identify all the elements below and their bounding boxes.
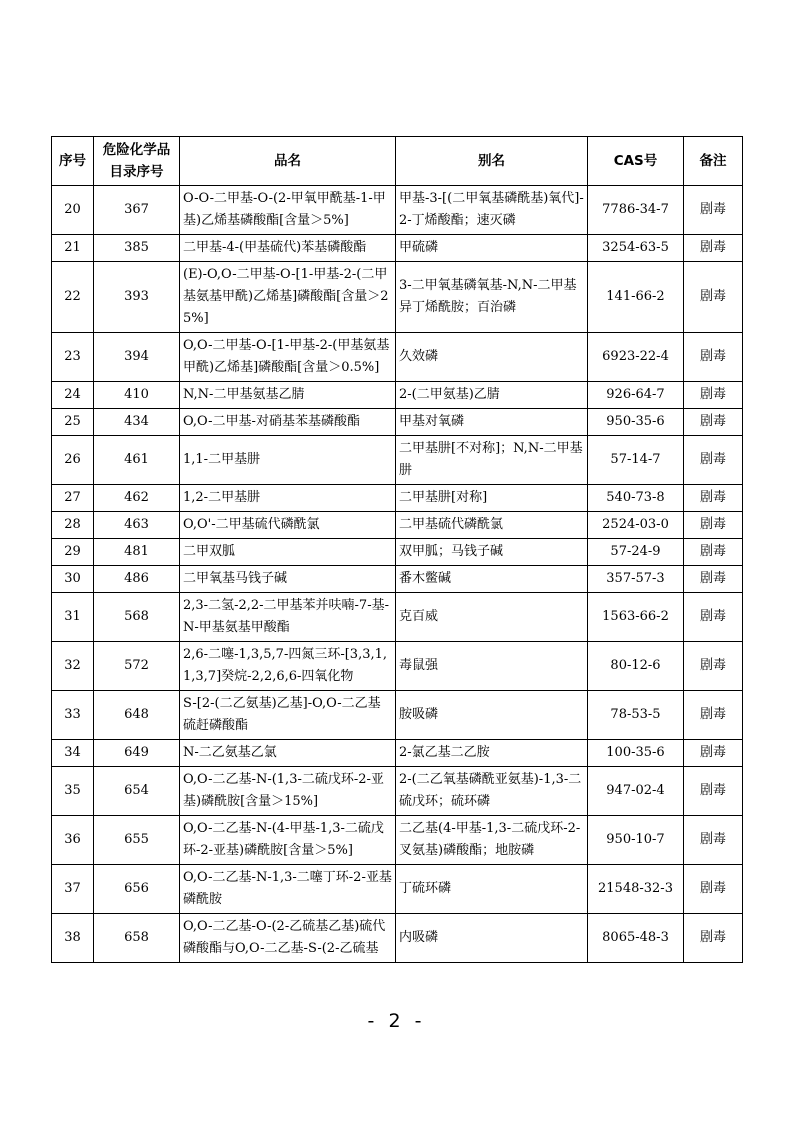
row-catalog-no: 393 bbox=[94, 262, 180, 333]
row-name: 1,2-二甲基肼 bbox=[180, 485, 396, 512]
table-row bbox=[52, 816, 743, 865]
row-cas: 357-57-3 bbox=[588, 566, 684, 593]
row-catalog-no: 568 bbox=[94, 593, 180, 642]
row-alias: 双甲胍；马钱子碱 bbox=[396, 539, 588, 566]
table-row bbox=[52, 642, 743, 691]
row-cas: 950-35-6 bbox=[588, 409, 684, 436]
header-catalog-line1: 危险化学品 bbox=[102, 142, 171, 158]
row-name: (E)-O,O-二甲基-O-[1-甲基-2-(二甲基氨基甲酰)乙烯基]磷酸酯[含量＞25%] bbox=[180, 262, 396, 333]
row-catalog-no: 463 bbox=[94, 512, 180, 539]
row-catalog-no: 461 bbox=[94, 436, 180, 485]
row-alias: 毒鼠强 bbox=[396, 642, 588, 691]
row-cas: 80-12-6 bbox=[588, 642, 684, 691]
row-alias: 甲硫磷 bbox=[396, 235, 588, 262]
row-note: 剧毒 bbox=[684, 816, 743, 865]
row-note: 剧毒 bbox=[684, 262, 743, 333]
row-catalog-no: 394 bbox=[94, 333, 180, 382]
row-alias: 3-二甲氧基磷氧基-N,N-二甲基异丁烯酰胺；百治磷 bbox=[396, 262, 588, 333]
row-cas: 3254-63-5 bbox=[588, 235, 684, 262]
row-name: O-O-二甲基-O-(2-甲氧甲酰基-1-甲基)乙烯基磷酸酯[含量＞5%] bbox=[180, 186, 396, 235]
table-row bbox=[52, 593, 743, 642]
row-catalog-no: 385 bbox=[94, 235, 180, 262]
row-name: 2,3-二氢-2,2-二甲基苯并呋喃-7-基-N-甲基氨基甲酸酯 bbox=[180, 593, 396, 642]
row-no: 33 bbox=[52, 691, 94, 740]
row-name: O,O-二乙基-N-(4-甲基-1,3-二硫戊环-2-亚基)磷酰胺[含量＞5%] bbox=[180, 816, 396, 865]
row-alias: 克百威 bbox=[396, 593, 588, 642]
table-row bbox=[52, 512, 743, 539]
row-no: 30 bbox=[52, 566, 94, 593]
row-cas: 78-53-5 bbox=[588, 691, 684, 740]
row-note: 剧毒 bbox=[684, 767, 743, 816]
table-row bbox=[52, 566, 743, 593]
row-cas: 8065-48-3 bbox=[588, 914, 684, 963]
row-name: O,O'-二甲基硫代磷酰氯 bbox=[180, 512, 396, 539]
row-no: 23 bbox=[52, 333, 94, 382]
table-row bbox=[52, 409, 743, 436]
row-name: O,O-二甲基-对硝基苯基磷酸酯 bbox=[180, 409, 396, 436]
row-alias: 久效磷 bbox=[396, 333, 588, 382]
row-catalog-no: 572 bbox=[94, 642, 180, 691]
row-name: O,O-二乙基-O-(2-乙硫基乙基)硫代磷酸酯与O,O-二乙基-S-(2-乙硫基 bbox=[180, 914, 396, 963]
row-catalog-no: 486 bbox=[94, 566, 180, 593]
row-note: 剧毒 bbox=[684, 642, 743, 691]
row-note: 剧毒 bbox=[684, 333, 743, 382]
row-name: 1,1-二甲基肼 bbox=[180, 436, 396, 485]
table-row bbox=[52, 865, 743, 914]
row-no: 38 bbox=[52, 914, 94, 963]
row-name: O,O-二甲基-O-[1-甲基-2-(甲基氨基甲酰)乙烯基]磷酸酯[含量＞0.5%] bbox=[180, 333, 396, 382]
row-note: 剧毒 bbox=[684, 740, 743, 767]
row-alias: 甲基对氧磷 bbox=[396, 409, 588, 436]
row-name: N,N-二甲基氨基乙腈 bbox=[180, 382, 396, 409]
row-cas: 950-10-7 bbox=[588, 816, 684, 865]
table-row bbox=[52, 333, 743, 382]
row-alias: 2-氯乙基二乙胺 bbox=[396, 740, 588, 767]
row-note: 剧毒 bbox=[684, 409, 743, 436]
row-alias: 二甲基硫代磷酰氯 bbox=[396, 512, 588, 539]
row-catalog-no: 655 bbox=[94, 816, 180, 865]
row-no: 25 bbox=[52, 409, 94, 436]
row-no: 29 bbox=[52, 539, 94, 566]
header-cas: CAS号 bbox=[588, 137, 684, 186]
table-row bbox=[52, 436, 743, 485]
row-note: 剧毒 bbox=[684, 512, 743, 539]
row-catalog-no: 648 bbox=[94, 691, 180, 740]
row-catalog-no: 434 bbox=[94, 409, 180, 436]
header-catalog-no bbox=[94, 137, 180, 186]
row-cas: 1563-66-2 bbox=[588, 593, 684, 642]
row-alias: 二乙基(4-甲基-1,3-二硫戊环-2-叉氨基)磷酸酯；地胺磷 bbox=[396, 816, 588, 865]
row-note: 剧毒 bbox=[684, 566, 743, 593]
row-cas: 6923-22-4 bbox=[588, 333, 684, 382]
row-cas: 947-02-4 bbox=[588, 767, 684, 816]
row-no: 28 bbox=[52, 512, 94, 539]
table-row bbox=[52, 914, 743, 963]
row-no: 26 bbox=[52, 436, 94, 485]
row-cas: 7786-34-7 bbox=[588, 186, 684, 235]
table-row bbox=[52, 186, 743, 235]
row-note: 剧毒 bbox=[684, 691, 743, 740]
row-note: 剧毒 bbox=[684, 914, 743, 963]
table-row bbox=[52, 262, 743, 333]
header-no: 序号 bbox=[52, 137, 94, 186]
row-name: 2,6-二噻-1,3,5,7-四氮三环-[3,3,1,1,3,7]癸烷-2,2,6,6-四氧化物 bbox=[180, 642, 396, 691]
table-row bbox=[52, 740, 743, 767]
row-no: 24 bbox=[52, 382, 94, 409]
row-catalog-no: 367 bbox=[94, 186, 180, 235]
row-no: 35 bbox=[52, 767, 94, 816]
row-catalog-no: 481 bbox=[94, 539, 180, 566]
row-no: 32 bbox=[52, 642, 94, 691]
page-number: - 2 - bbox=[367, 1010, 426, 1032]
row-note: 剧毒 bbox=[684, 539, 743, 566]
row-catalog-no: 658 bbox=[94, 914, 180, 963]
row-catalog-no: 410 bbox=[94, 382, 180, 409]
row-note: 剧毒 bbox=[684, 436, 743, 485]
table-row bbox=[52, 485, 743, 512]
row-no: 34 bbox=[52, 740, 94, 767]
row-catalog-no: 656 bbox=[94, 865, 180, 914]
row-cas: 57-24-9 bbox=[588, 539, 684, 566]
row-cas: 57-14-7 bbox=[588, 436, 684, 485]
row-no: 20 bbox=[52, 186, 94, 235]
header-row bbox=[52, 137, 743, 186]
row-note: 剧毒 bbox=[684, 593, 743, 642]
row-cas: 2524-03-0 bbox=[588, 512, 684, 539]
row-cas: 21548-32-3 bbox=[588, 865, 684, 914]
row-name: O,O-二乙基-N-(1,3-二硫戊环-2-亚基)磷酰胺[含量＞15%] bbox=[180, 767, 396, 816]
row-alias: 二甲基肼[不对称]；N,N-二甲基肼 bbox=[396, 436, 588, 485]
row-alias: 2-(二乙氧基磷酰亚氨基)-1,3-二硫戊环；硫环磷 bbox=[396, 767, 588, 816]
header-name: 品名 bbox=[180, 137, 396, 186]
row-alias: 丁硫环磷 bbox=[396, 865, 588, 914]
row-name: O,O-二乙基-N-1,3-二噻丁环-2-亚基磷酰胺 bbox=[180, 865, 396, 914]
table-body bbox=[52, 186, 743, 963]
row-no: 22 bbox=[52, 262, 94, 333]
row-alias: 二甲基肼[对称] bbox=[396, 485, 588, 512]
row-alias: 胺吸磷 bbox=[396, 691, 588, 740]
header-note: 备注 bbox=[684, 137, 743, 186]
chemicals-table bbox=[51, 136, 743, 963]
table-row bbox=[52, 382, 743, 409]
row-cas: 141-66-2 bbox=[588, 262, 684, 333]
row-no: 36 bbox=[52, 816, 94, 865]
table-row bbox=[52, 539, 743, 566]
table-row bbox=[52, 235, 743, 262]
row-cas: 926-64-7 bbox=[588, 382, 684, 409]
row-no: 31 bbox=[52, 593, 94, 642]
row-note: 剧毒 bbox=[684, 382, 743, 409]
row-name: 二甲氧基马钱子碱 bbox=[180, 566, 396, 593]
row-cas: 540-73-8 bbox=[588, 485, 684, 512]
row-alias: 2-(二甲氨基)乙腈 bbox=[396, 382, 588, 409]
row-note: 剧毒 bbox=[684, 235, 743, 262]
row-catalog-no: 654 bbox=[94, 767, 180, 816]
table-row bbox=[52, 691, 743, 740]
row-cas: 100-35-6 bbox=[588, 740, 684, 767]
row-alias: 甲基-3-[(二甲氧基磷酰基)氧代]-2-丁烯酸酯；速灭磷 bbox=[396, 186, 588, 235]
row-alias: 番木鳖碱 bbox=[396, 566, 588, 593]
row-name: 二甲双胍 bbox=[180, 539, 396, 566]
row-no: 37 bbox=[52, 865, 94, 914]
table-row bbox=[52, 767, 743, 816]
row-catalog-no: 649 bbox=[94, 740, 180, 767]
row-catalog-no: 462 bbox=[94, 485, 180, 512]
header-alias: 别名 bbox=[396, 137, 588, 186]
row-no: 21 bbox=[52, 235, 94, 262]
row-no: 27 bbox=[52, 485, 94, 512]
row-name: N-二乙氨基乙氯 bbox=[180, 740, 396, 767]
row-note: 剧毒 bbox=[684, 186, 743, 235]
row-name: S-[2-(二乙氨基)乙基]-O,O-二乙基硫赶磷酸酯 bbox=[180, 691, 396, 740]
row-name: 二甲基-4-(甲基硫代)苯基磷酸酯 bbox=[180, 235, 396, 262]
row-note: 剧毒 bbox=[684, 865, 743, 914]
row-alias: 内吸磷 bbox=[396, 914, 588, 963]
header-catalog-line2: 目录序号 bbox=[109, 164, 164, 180]
row-note: 剧毒 bbox=[684, 485, 743, 512]
